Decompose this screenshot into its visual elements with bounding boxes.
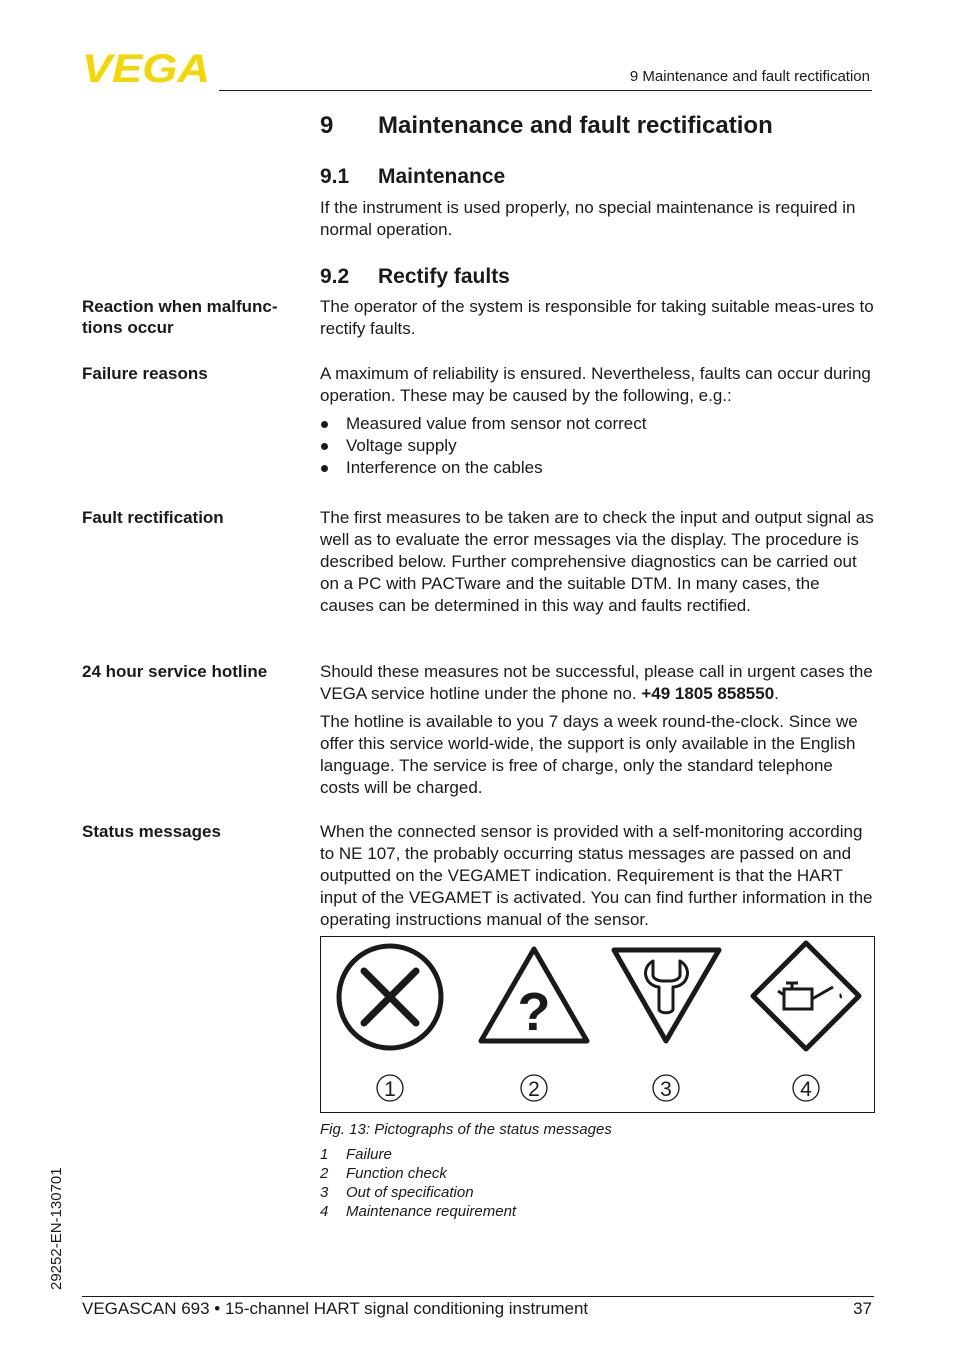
failure-reasons-text: A maximum of reliability is ensured. Nevertheless, faults can occur during operation. These may be caused by the following, e.g.: xyxy=(320,364,871,405)
section-maintenance-heading xyxy=(320,165,505,189)
list-item: Measured value from sensor not correct xyxy=(320,413,876,435)
section-rectify-heading xyxy=(320,265,510,289)
circled-number-2 xyxy=(521,1075,547,1101)
list-item: Voltage supply xyxy=(320,435,876,457)
function-check-question-icon xyxy=(481,949,587,1042)
maintenance-oilcan-icon xyxy=(753,943,859,1049)
chapter-number: 9 xyxy=(320,112,334,139)
section-title: Maintenance xyxy=(378,165,506,188)
figure-number: 3 xyxy=(660,1078,672,1101)
running-header: 9 Maintenance and fault rectification xyxy=(629,68,870,85)
legend-label: Maintenance requirement xyxy=(346,1203,517,1220)
legend-item xyxy=(320,1164,516,1183)
vega-logo xyxy=(82,50,212,84)
legend-item xyxy=(320,1202,516,1221)
svg-text:?: ? xyxy=(517,982,551,1042)
hotline-text-end: . xyxy=(774,684,779,703)
logo-text: VEGA xyxy=(82,50,210,84)
margin-label-failure-reasons: Failure reasons xyxy=(82,364,208,383)
margin-label-reaction: Reaction when malfunc-tions occur xyxy=(82,297,278,337)
document-code-vertical xyxy=(38,1140,78,1295)
figure-caption: Fig. 13: Pictographs of the status messages xyxy=(320,1121,612,1138)
circled-number-3 xyxy=(653,1075,679,1101)
page-number: 37 xyxy=(853,1299,872,1318)
margin-label-status-messages: Status messages xyxy=(82,822,221,841)
figure-number: 4 xyxy=(800,1078,812,1101)
list-item: Interference on the cables xyxy=(320,457,876,479)
legend-item xyxy=(320,1183,516,1202)
chapter-title xyxy=(320,112,773,140)
failure-reasons-list xyxy=(320,413,876,479)
section-title: Rectify faults xyxy=(378,265,510,288)
legend-label: Function check xyxy=(346,1165,447,1182)
legend-item xyxy=(320,1145,516,1164)
header-divider xyxy=(219,90,872,91)
margin-label-hotline: 24 hour service hotline xyxy=(82,662,268,681)
hotline-text xyxy=(320,661,876,705)
figure-legend xyxy=(320,1145,516,1221)
footer-divider xyxy=(82,1296,874,1297)
section-number: 9.2 xyxy=(320,265,350,288)
reaction-text: The operator of the system is responsible for taking suitable meas-ures to rectify faults. xyxy=(320,297,874,338)
maintenance-text: If the instrument is used properly, no special maintenance is required in normal operation. xyxy=(320,198,856,239)
failure-cross-icon xyxy=(339,946,441,1048)
section-number: 9.1 xyxy=(320,165,350,188)
pictographs-drawing xyxy=(321,937,874,1112)
legend-number: 3 xyxy=(320,1184,329,1201)
figure-number: 1 xyxy=(384,1078,396,1101)
chapter-title-text: Maintenance and fault rectification xyxy=(378,112,773,139)
document-code: 29252-EN-130701 xyxy=(48,1167,65,1290)
legend-number: 4 xyxy=(320,1203,329,1220)
margin-label-fault-rectification: Fault rectification xyxy=(82,508,224,527)
hotline-phone-number: +49 1805 858550 xyxy=(641,684,775,703)
legend-number: 1 xyxy=(320,1146,329,1163)
legend-label: Out of specification xyxy=(346,1184,474,1201)
legend-label: Failure xyxy=(346,1146,392,1163)
status-messages-text: When the connected sensor is provided with a self-monitoring according to NE 107, the probably occurring status messages are passed on and outputted on the VEGAMET indication. Requirement is that the HART input of the VEGAMET is activated. You can find further information in the operating instructions manual of the sensor. xyxy=(320,822,873,929)
circled-number-4 xyxy=(793,1075,819,1101)
hotline-text-start: Should these measures not be successful, please call in urgent cases the VEGA service hotline under the phone no. xyxy=(320,662,873,703)
out-of-specification-wrench-icon xyxy=(614,950,719,1041)
legend-number: 2 xyxy=(320,1165,329,1182)
figure-number: 2 xyxy=(528,1078,540,1101)
circled-number-1 xyxy=(377,1075,403,1101)
hotline-availability-text: The hotline is available to you 7 days a week round-the-clock. Since we offer this service world-wide, the support is only available in the English language. The service is free of charge, only the standard telephone costs will be charged. xyxy=(320,712,858,797)
fault-rectification-text: The first measures to be taken are to check the input and output signal as well as to evaluate the error messages via the display. The procedure is described below. Further comprehensive diagnostics can be carried out on a PC with PACTware and the suitable DTM. In many cases, the causes can be determined in this way and faults rectified. xyxy=(320,508,874,615)
status-pictographs-figure xyxy=(320,936,875,1113)
footer-product-title: VEGASCAN 693 • 15-channel HART signal conditioning instrument xyxy=(82,1299,589,1318)
